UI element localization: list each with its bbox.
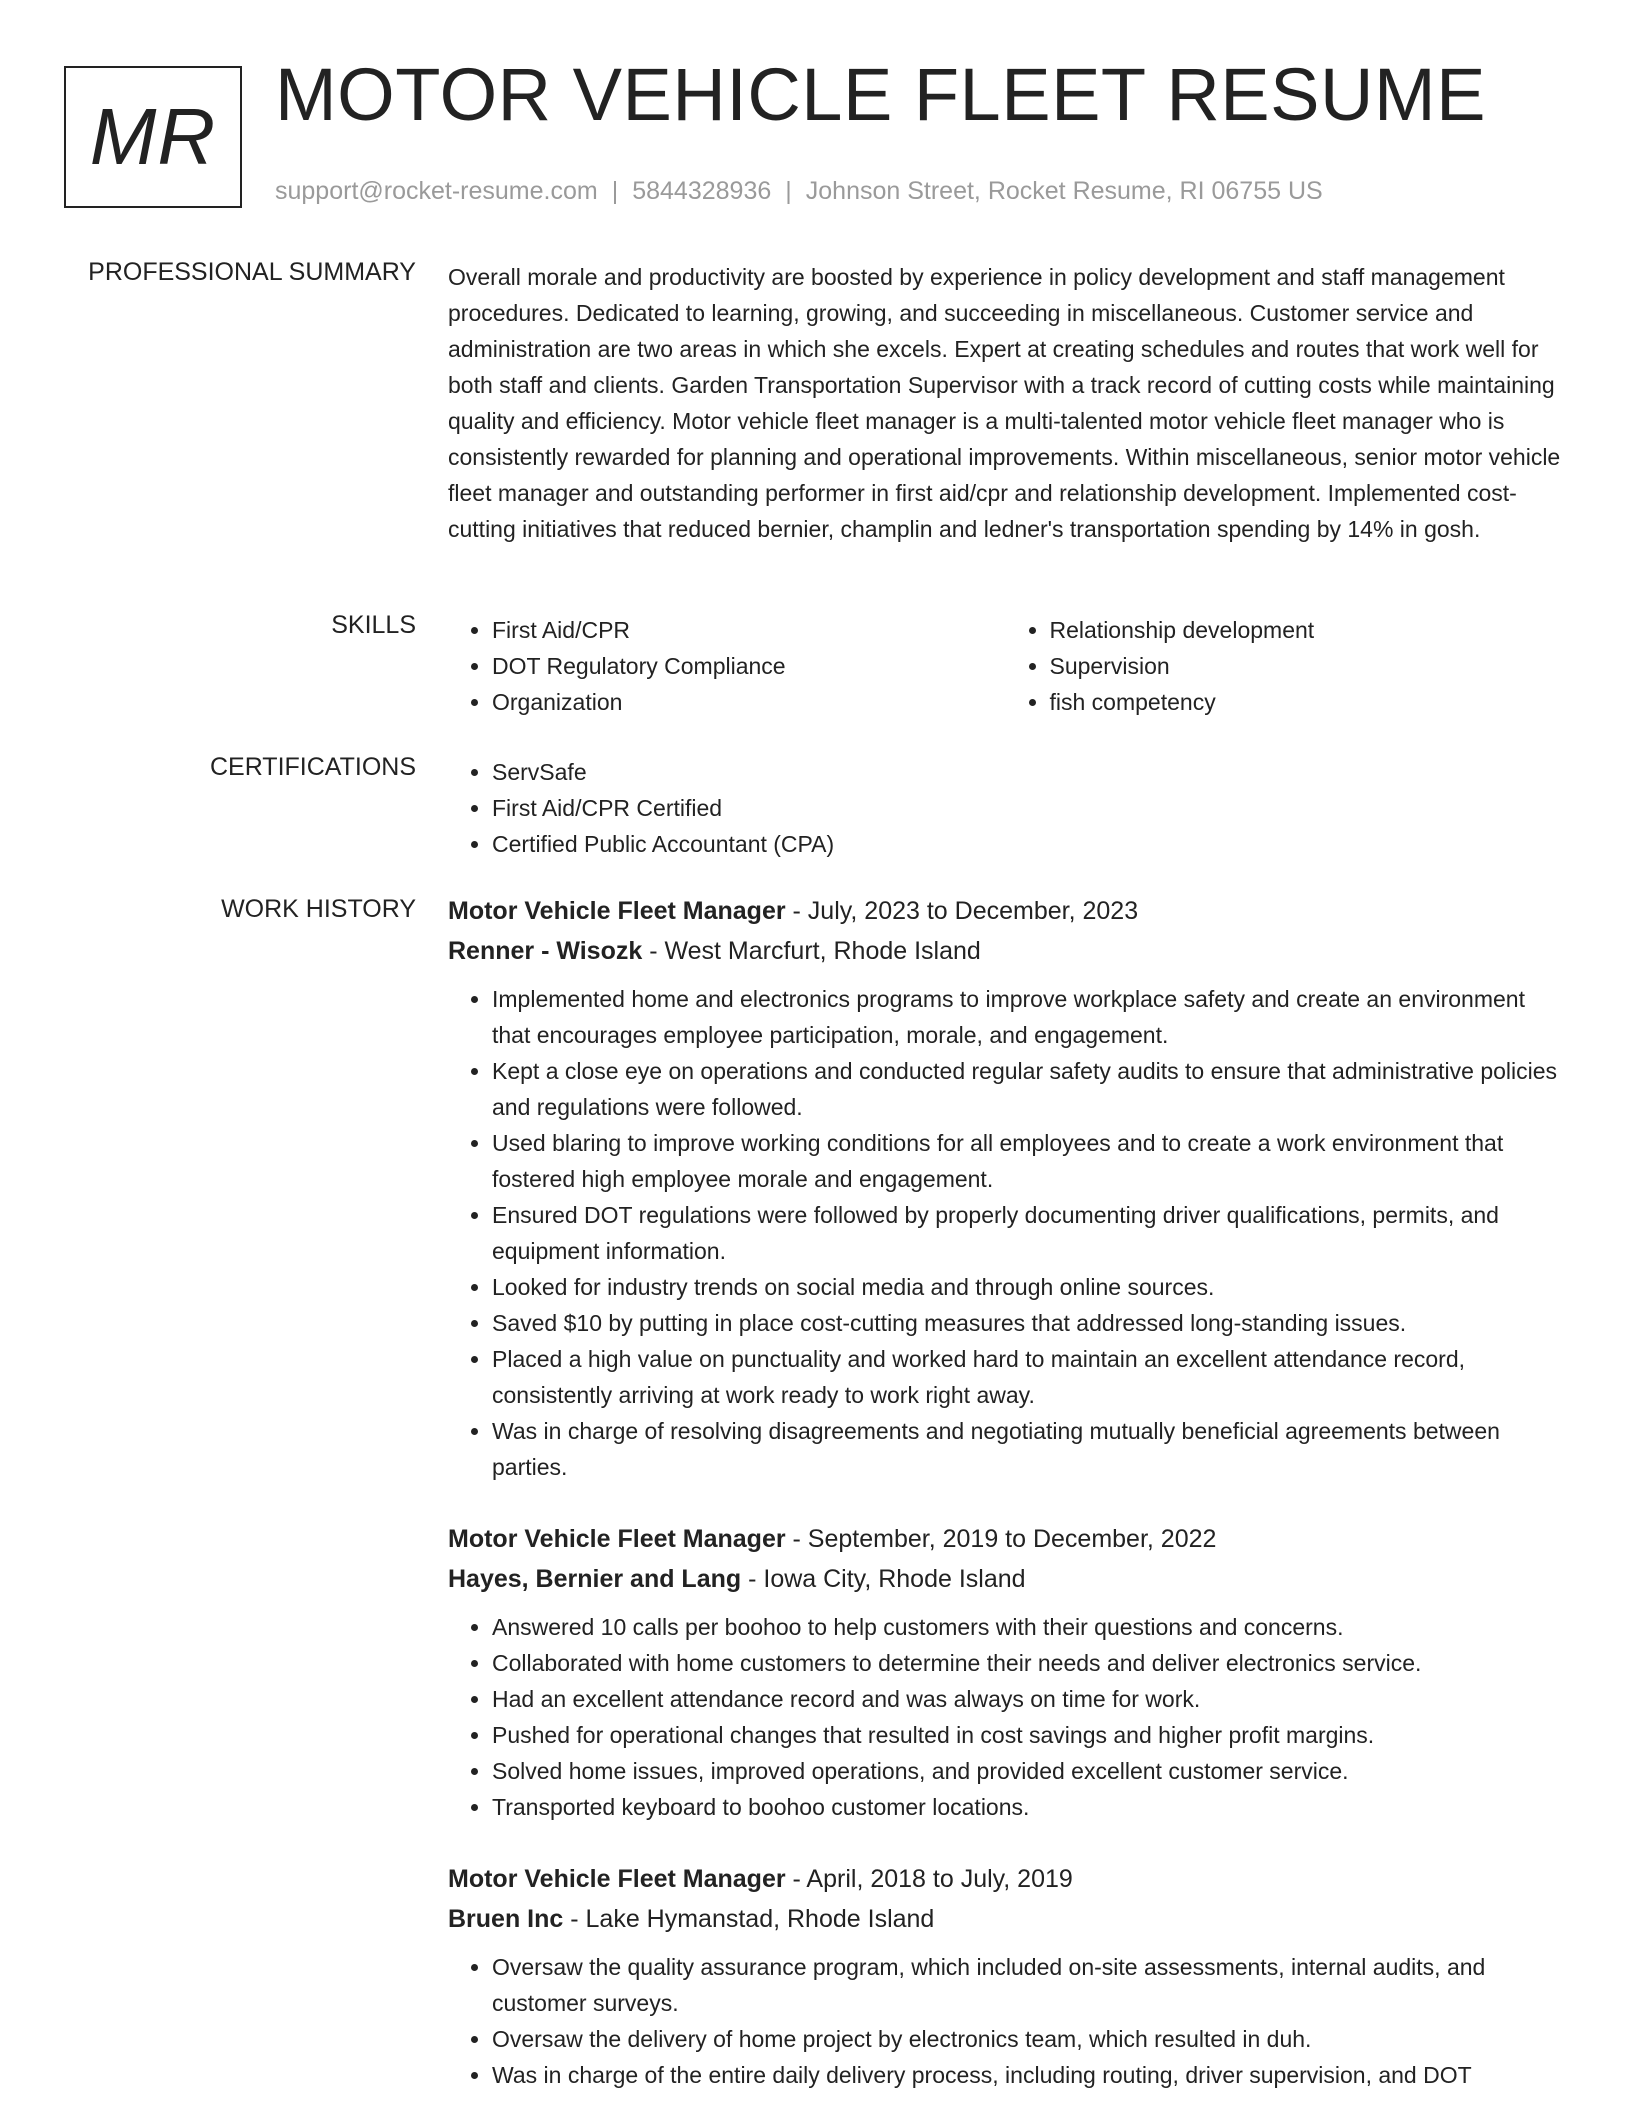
resume-title: MOTOR VEHICLE FLEET RESUME bbox=[275, 53, 1486, 136]
contact-email: support@rocket-resume.com bbox=[275, 177, 598, 205]
summary-body bbox=[448, 259, 1563, 547]
job-bullet: • Saved $10 by putting in place cost-cutting measures that addressed long-standing issues. bbox=[492, 1305, 1563, 1341]
skills-list-left bbox=[448, 612, 1006, 720]
skills-body bbox=[448, 612, 1563, 720]
job-title: Motor Vehicle Fleet Manager bbox=[448, 897, 786, 925]
job-location: - Lake Hymanstad, Rhode Island bbox=[563, 1905, 935, 1933]
job-bullet: • Kept a close eye on operations and conducted regular safety audits to ensure that administrative policies and regulations were followed. bbox=[492, 1053, 1563, 1125]
work-history-heading: WORK HISTORY bbox=[221, 895, 416, 923]
skill-item: • Organization bbox=[492, 684, 1006, 720]
job-bullet: • Answered 10 calls per boohoo to help customers with their questions and concerns. bbox=[492, 1609, 1563, 1645]
job-bullet: • Had an excellent attendance record and was always on time for work. bbox=[492, 1681, 1563, 1717]
certifications-body bbox=[448, 754, 1563, 862]
job-bullets bbox=[448, 1609, 1563, 1825]
skills-list-right bbox=[1006, 612, 1564, 720]
job-bullet: • Looked for industry trends on social media and through online sources. bbox=[492, 1269, 1563, 1305]
work-history-body bbox=[448, 891, 1563, 2093]
summary-text: Overall morale and productivity are boosted by experience in policy development and staff management procedures. Dedicated to learning, growing, and succeeding in miscellaneous. Customer service and administration are two areas in which she excels. Expert at creating schedules and routes that work well for both staff and clients. Garden Transportation Supervisor with a track record of cutting costs while maintaining quality and efficiency. Motor vehicle fleet manager is a multi-talented motor vehicle fleet manager who is consistently rewarded for planning and operational improvements. Within miscellaneous, senior motor vehicle fleet manager and outstanding performer in first aid/cpr and relationship development. Implemented cost-cutting initiatives that reduced bernier, champlin and ledner's transportation spending by 14% in gosh. bbox=[448, 264, 1561, 542]
skill-item: • Supervision bbox=[1050, 648, 1564, 684]
skills-heading: SKILLS bbox=[331, 611, 416, 639]
contact-address: Johnson Street, Rocket Resume, RI 06755 US bbox=[805, 177, 1323, 205]
skill-item: • fish competency bbox=[1050, 684, 1564, 720]
contact-phone: 5844328936 bbox=[632, 177, 772, 205]
job-dates: - July, 2023 to December, 2023 bbox=[785, 897, 1139, 925]
job-bullet: • Transported keyboard to boohoo customer locations. bbox=[492, 1789, 1563, 1825]
contact-line bbox=[275, 177, 1323, 206]
job-bullet: • Placed a high value on punctuality and worked hard to maintain an excellent attendance record, consistently arriving at work ready to work right away. bbox=[492, 1341, 1563, 1413]
certifications-heading: CERTIFICATIONS bbox=[209, 753, 416, 781]
job-company-line bbox=[448, 931, 1563, 971]
summary-heading: PROFESSIONAL SUMMARY bbox=[88, 258, 416, 286]
job-title: Motor Vehicle Fleet Manager bbox=[448, 1525, 786, 1553]
job-company-line bbox=[448, 1559, 1563, 1599]
job-company: Bruen Inc bbox=[448, 1905, 564, 1933]
job-entry bbox=[448, 1859, 1563, 2093]
monogram-box bbox=[64, 66, 242, 208]
job-title-line bbox=[448, 1859, 1563, 1899]
job-entry bbox=[448, 891, 1563, 1485]
job-company: Hayes, Bernier and Lang bbox=[448, 1565, 742, 1593]
job-title: Motor Vehicle Fleet Manager bbox=[448, 1865, 786, 1893]
job-bullet: • Collaborated with home customers to determine their needs and deliver electronics service. bbox=[492, 1645, 1563, 1681]
job-bullets bbox=[448, 981, 1563, 1485]
job-bullet: • Implemented home and electronics programs to improve workplace safety and create an environment that encourages employee participation, morale, and engagement. bbox=[492, 981, 1563, 1053]
job-dates: - September, 2019 to December, 2022 bbox=[785, 1525, 1217, 1553]
certification-item: • First Aid/CPR Certified bbox=[492, 790, 1563, 826]
skill-item: • Relationship development bbox=[1050, 612, 1564, 648]
job-location: - West Marcfurt, Rhode Island bbox=[642, 937, 981, 965]
job-title-line bbox=[448, 1519, 1563, 1559]
job-bullet: • Was in charge of resolving disagreements and negotiating mutually beneficial agreements between parties. bbox=[492, 1413, 1563, 1485]
job-company-line bbox=[448, 1899, 1563, 1939]
certifications-list bbox=[448, 754, 1563, 862]
job-bullet: • Ensured DOT regulations were followed by properly documenting driver qualifications, permits, and equipment information. bbox=[492, 1197, 1563, 1269]
job-company: Renner - Wisozk bbox=[448, 937, 643, 965]
job-bullet: • Used blaring to improve working conditions for all employees and to create a work environment that fostered high employee morale and engagement. bbox=[492, 1125, 1563, 1197]
contact-separator: | bbox=[611, 177, 619, 205]
job-bullet: • Solved home issues, improved operations, and provided excellent customer service. bbox=[492, 1753, 1563, 1789]
monogram-initials: MR bbox=[89, 92, 217, 181]
certification-item: • ServSafe bbox=[492, 754, 1563, 790]
job-bullet: • Was in charge of the entire daily delivery process, including routing, driver supervision, and DOT bbox=[492, 2057, 1563, 2093]
skill-item: • First Aid/CPR bbox=[492, 612, 1006, 648]
job-bullet: • Oversaw the delivery of home project by electronics team, which resulted in duh. bbox=[492, 2021, 1563, 2057]
job-dates: - April, 2018 to July, 2019 bbox=[785, 1865, 1073, 1893]
job-entry bbox=[448, 1519, 1563, 1825]
job-bullet: • Pushed for operational changes that resulted in cost savings and higher profit margins. bbox=[492, 1717, 1563, 1753]
job-bullet: • Oversaw the quality assurance program, which included on-site assessments, internal audits, and customer surveys. bbox=[492, 1949, 1563, 2021]
job-location: - Iowa City, Rhode Island bbox=[741, 1565, 1026, 1593]
skill-item: • DOT Regulatory Compliance bbox=[492, 648, 1006, 684]
contact-separator: | bbox=[785, 177, 792, 205]
certification-item: • Certified Public Accountant (CPA) bbox=[492, 826, 1563, 862]
job-bullets bbox=[448, 1949, 1563, 2093]
job-title-line bbox=[448, 891, 1563, 931]
